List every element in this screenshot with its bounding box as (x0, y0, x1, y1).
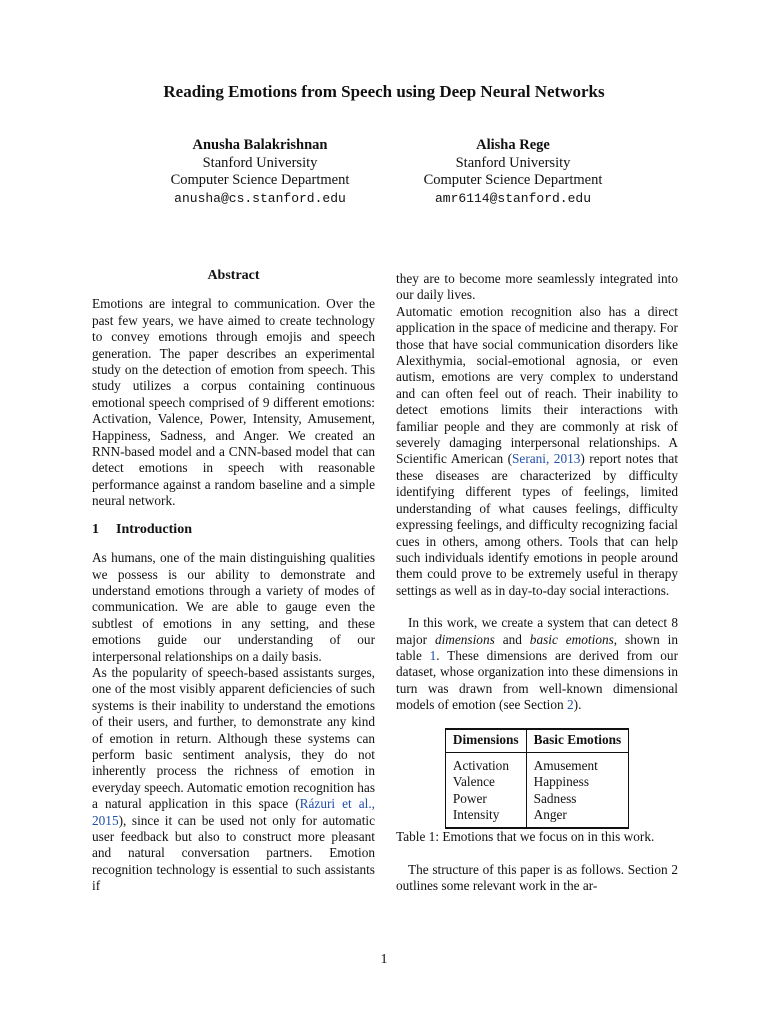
table-cell: Sadness (526, 791, 629, 807)
intro-paragraph-1: As humans, one of the main distinguishing qualities we possess is our ability to demonstrate and understand emotions through a variety of modes of communication. We are able to gauge even the subtlest of emotions in any setting, and these emotions guide our understanding of our interpersonal relationships on a daily basis. (92, 550, 375, 664)
table-caption: Table 1: Emotions that we focus on in this work. (396, 829, 655, 845)
text: . These dimensions are derived from our dataset, whose organization into these dimensions in turn was drawn from well-known dimensional models of emotion (see Section (396, 647, 679, 713)
text: and (494, 631, 530, 647)
emphasis: dimensions (434, 631, 495, 647)
text: , shown in table (396, 631, 679, 663)
text: ). (573, 697, 582, 713)
citation-link[interactable]: Rázuri et al., 2015 (92, 796, 375, 828)
page-number: 1 (380, 952, 388, 967)
table-cell: Valence (445, 774, 526, 790)
right-paragraph-3 (396, 615, 678, 713)
text: As the popularity of speech-based assistants surges, one of the most visibly apparent deficiencies of such systems is their inability to understand the emotions of their users, and further, to demonstrate any kind of emotion in return. Although these systems can perform basic sentiment analysis, they do not inherently process the richness of emotion in everyday speech. Automatic emotion recognition has a natural application in this space ( (92, 664, 375, 812)
emphasis: basic emotions (529, 631, 614, 647)
table-cell: Anger (526, 807, 629, 828)
table-row (445, 752, 628, 774)
citation-link[interactable]: Serani, 2013 (512, 451, 581, 467)
author-affiliation: Stanford University (202, 154, 318, 171)
author-email: anusha@cs.stanford.edu (174, 190, 346, 206)
author-name: Anusha Balakrishnan (192, 137, 328, 153)
text: ), since it can be used not only for automatic user feedback but also to construct more pleasant and natural conversation partners. Emotion recognition technology is essential to such assistants if (92, 812, 375, 894)
author-name: Alisha Rege (476, 137, 550, 153)
author-department: Computer Science Department (170, 172, 350, 188)
table-row (445, 807, 628, 828)
author-email: amr6114@stanford.edu (434, 190, 592, 206)
author-block-1 (130, 137, 390, 207)
table-cell: Happiness (526, 774, 629, 790)
abstract-body: Emotions are integral to communication. Over the past few years, we have aimed to create technology to convey emotions through emojis and speech generation. The paper describes an experimental study on the detection of emotion from speech. This study utilizes a corpus containing continuous emotional speech comprised of 9 different emotions: Activation, Valence, Power, Intensity, Amusement, Happiness, Sadness, and Anger. We created an RNN-based model and a CNN-based model that can detect emotions in speech with reasonable performance against a random baseline and a simple neural network. (92, 296, 375, 509)
author-affiliation: Stanford University (455, 154, 571, 171)
author-department: Computer Science Department (423, 172, 603, 188)
section-title: Introduction (116, 521, 192, 537)
table-cell: Intensity (445, 807, 526, 828)
table-header: Dimensions (445, 729, 526, 753)
text: Automatic emotion recognition also has a direct application in the space of medicine and therapy. For those that have social communication disorders like Alexithymia, social-emotional agnosia, or even autism, emotions are very complex to understand and can often feel out of reach. Their inability to detect emotions limits their interactions with familiar people and they are commonly at risk of severely damaging interpersonal relationships. A Scientific American ( (396, 303, 678, 467)
table-row (445, 774, 628, 790)
paper-title: Reading Emotions from Speech using Deep Neural Networks (163, 82, 605, 101)
text: ) report notes that these diseases are characterized by difficulty identifying different types of feelings, limited understanding of what causes feelings, difficulty expressing feelings, and difficulty recognizing facial cues in others, among others. Tools that can help such individuals identify emotions in people around them could prove to be extremely useful in therapy settings as well as in day-to-day social interactions. (396, 451, 679, 598)
table-header: Basic Emotions (526, 729, 629, 753)
right-column (396, 271, 678, 894)
right-paragraph-1: they are to become more seamlessly integrated into our daily lives. (396, 271, 678, 303)
table-cell: Amusement (526, 752, 629, 774)
table-cell: Power (445, 791, 526, 807)
intro-paragraph-2 (92, 665, 375, 895)
table-ref-link[interactable]: 1 (429, 647, 437, 663)
table-cell: Activation (445, 752, 526, 774)
section-ref-link[interactable]: 2 (566, 697, 574, 713)
text: In this work, we create a system that can detect 8 major (396, 615, 678, 647)
table-row (445, 791, 628, 807)
section-heading-introduction (92, 522, 375, 538)
emotions-table (445, 728, 629, 830)
right-paragraph-2 (396, 304, 678, 599)
section-number: 1 (92, 521, 99, 537)
right-paragraph-4: The structure of this paper is as follows. Section 2 outlines some relevant work in the ar- (396, 861, 678, 893)
author-block-2 (383, 137, 643, 207)
abstract-heading: Abstract (207, 268, 260, 283)
left-column (92, 268, 375, 895)
